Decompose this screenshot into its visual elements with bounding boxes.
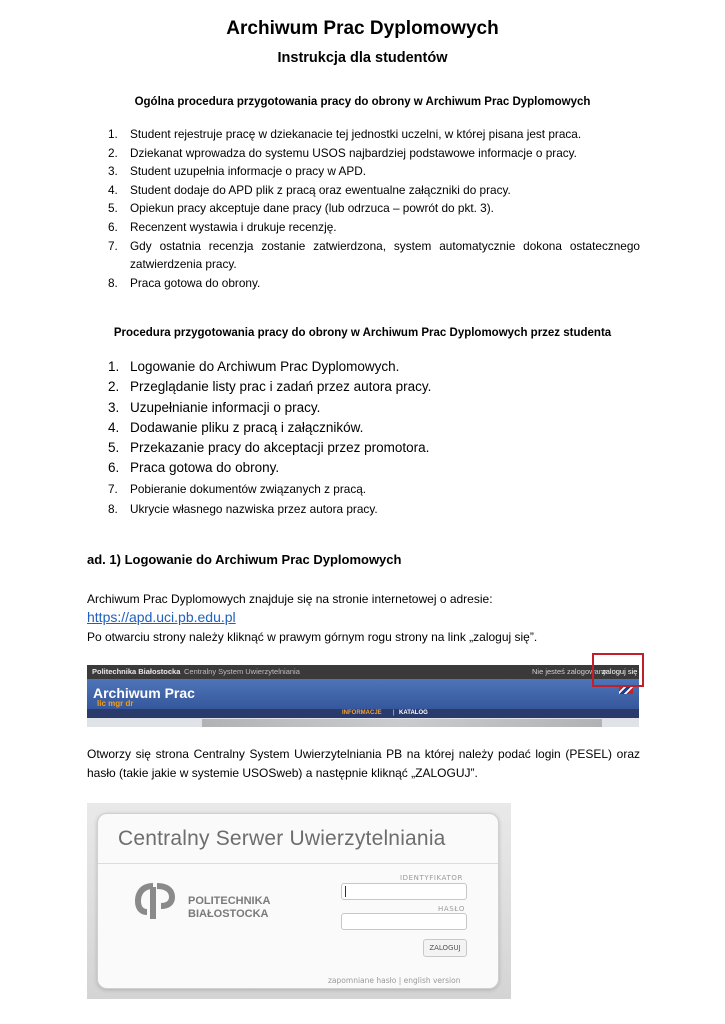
list-item: 2. Dziekanat wprowadza do systemu USOS najbardziej podstawowe informacje o pracy. [108, 145, 577, 160]
pb-logo-icon [131, 879, 179, 919]
list-item: 7. Pobieranie dokumentów związanych z pracą. [108, 481, 367, 496]
cas-title: Centralny Serwer Uwierzytelniania [118, 827, 446, 850]
list-item: 8. Ukrycie własnego nazwiska przez autora pracy. [108, 502, 378, 517]
blurred-heading [202, 719, 602, 727]
divider [98, 863, 498, 864]
nav-separator: | [393, 710, 395, 716]
list-item: 5. Przekazanie pracy do akceptacji przez promotora. [108, 440, 430, 456]
general-procedure-list [108, 125, 640, 292]
section1-heading: Ogólna procedura przygotowania pracy do obrony w Archiwum Prac Dyplomowych [134, 96, 591, 108]
identifier-label: IDENTYFIKATOR [400, 874, 463, 882]
list-item: 6. Praca gotowa do obrony. [108, 460, 280, 476]
ad1-paragraph-login-link: Po otwarciu strony należy kliknąć w prawym górnym rogu strony na link „zaloguj się”. [87, 630, 538, 644]
list-item: 3. Student uzupełnia informacje o pracy w APD. [108, 164, 367, 179]
list-item: 4. Dodawanie pliku z pracą i załączników. [108, 419, 364, 435]
highlight-box [592, 653, 644, 687]
login-page-screenshot [87, 803, 511, 999]
list-item: 1. Student rejestruje pracę w dziekanacie tej jednostki uczelni, w której pisana jest praca. [108, 127, 582, 141]
list-item: 6. Recenzent wystawia i drukuje recenzję. [108, 219, 337, 234]
degrees-label: lic mgr dr [97, 699, 134, 708]
section2-heading: Procedura przygotowania pracy do obrony w Archiwum Prac Dyplomowych przez studenta [113, 327, 612, 339]
list-item: 3. Uzupełnianie informacji o pracy. [108, 399, 321, 415]
university-name: Politechnika Białostocka [92, 667, 181, 676]
page-title: Archiwum Prac Dyplomowych [226, 18, 499, 39]
student-procedure-list [108, 357, 640, 519]
login-button[interactable]: ZALOGUJ [423, 939, 467, 957]
list-item: 1. Logowanie do Archiwum Prac Dyplomowych. [108, 359, 400, 374]
not-logged-text: Nie jesteś zalogowany [532, 667, 607, 676]
system-name: Centralny System Uwierzytelniania [184, 667, 300, 676]
nav-info[interactable]: INFORMACJE [342, 710, 382, 716]
org-name: POLITECHNIKA BIAŁOSTOCKA [188, 895, 271, 920]
footer-links[interactable]: zapomniane hasło | english version [328, 976, 461, 985]
ad1-paragraph-address: Archiwum Prac Dyplomowych znajduje się na stronie internetowej o adresie: [87, 592, 493, 606]
ad1-heading: ad. 1) Logowanie do Archiwum Prac Dyplomowych [87, 552, 402, 567]
list-item: 5. Opiekun pracy akceptuje dane pracy (lub odrzuca – powrót do pkt. 3). [108, 201, 494, 216]
top-bar [87, 665, 639, 679]
list-item: 8. Praca gotowa do obrony. [108, 275, 261, 290]
identifier-input[interactable] [341, 883, 467, 900]
nav-bar [87, 709, 639, 718]
list-item: 4. Student dodaje do APD plik z pracą oraz ewentualne załączniki do pracy. [108, 182, 511, 197]
apd-url-link[interactable]: https://apd.uci.pb.edu.pl [87, 609, 236, 625]
password-input[interactable] [341, 913, 467, 930]
page-subtitle: Instrukcja dla studentów [277, 50, 448, 66]
app-name: Archiwum Prac [93, 685, 195, 701]
nav-catalog[interactable]: KATALOG [399, 710, 428, 716]
apd-header-screenshot [87, 665, 639, 727]
login-link[interactable]: zaloguj się [602, 667, 638, 676]
list-item: 2. Przeglądanie listy prac i zadań przez autora pracy. [108, 379, 432, 395]
password-label: HASŁO [438, 905, 465, 913]
ad1-paragraph-login-page: Otworzy się strona Centralny System Uwierzytelniania PB na której należy podać login (PESEL) oraz hasło (takie jakie w systemie USOSweb) a następnie kliknąć „ZALOGUJ”. [87, 747, 640, 780]
list-item: 7. Gdy ostatnia recenzja zostanie zatwierdzona, system automatycznie dokona ostatecznego zatwierdzenia pracy. [108, 238, 640, 272]
